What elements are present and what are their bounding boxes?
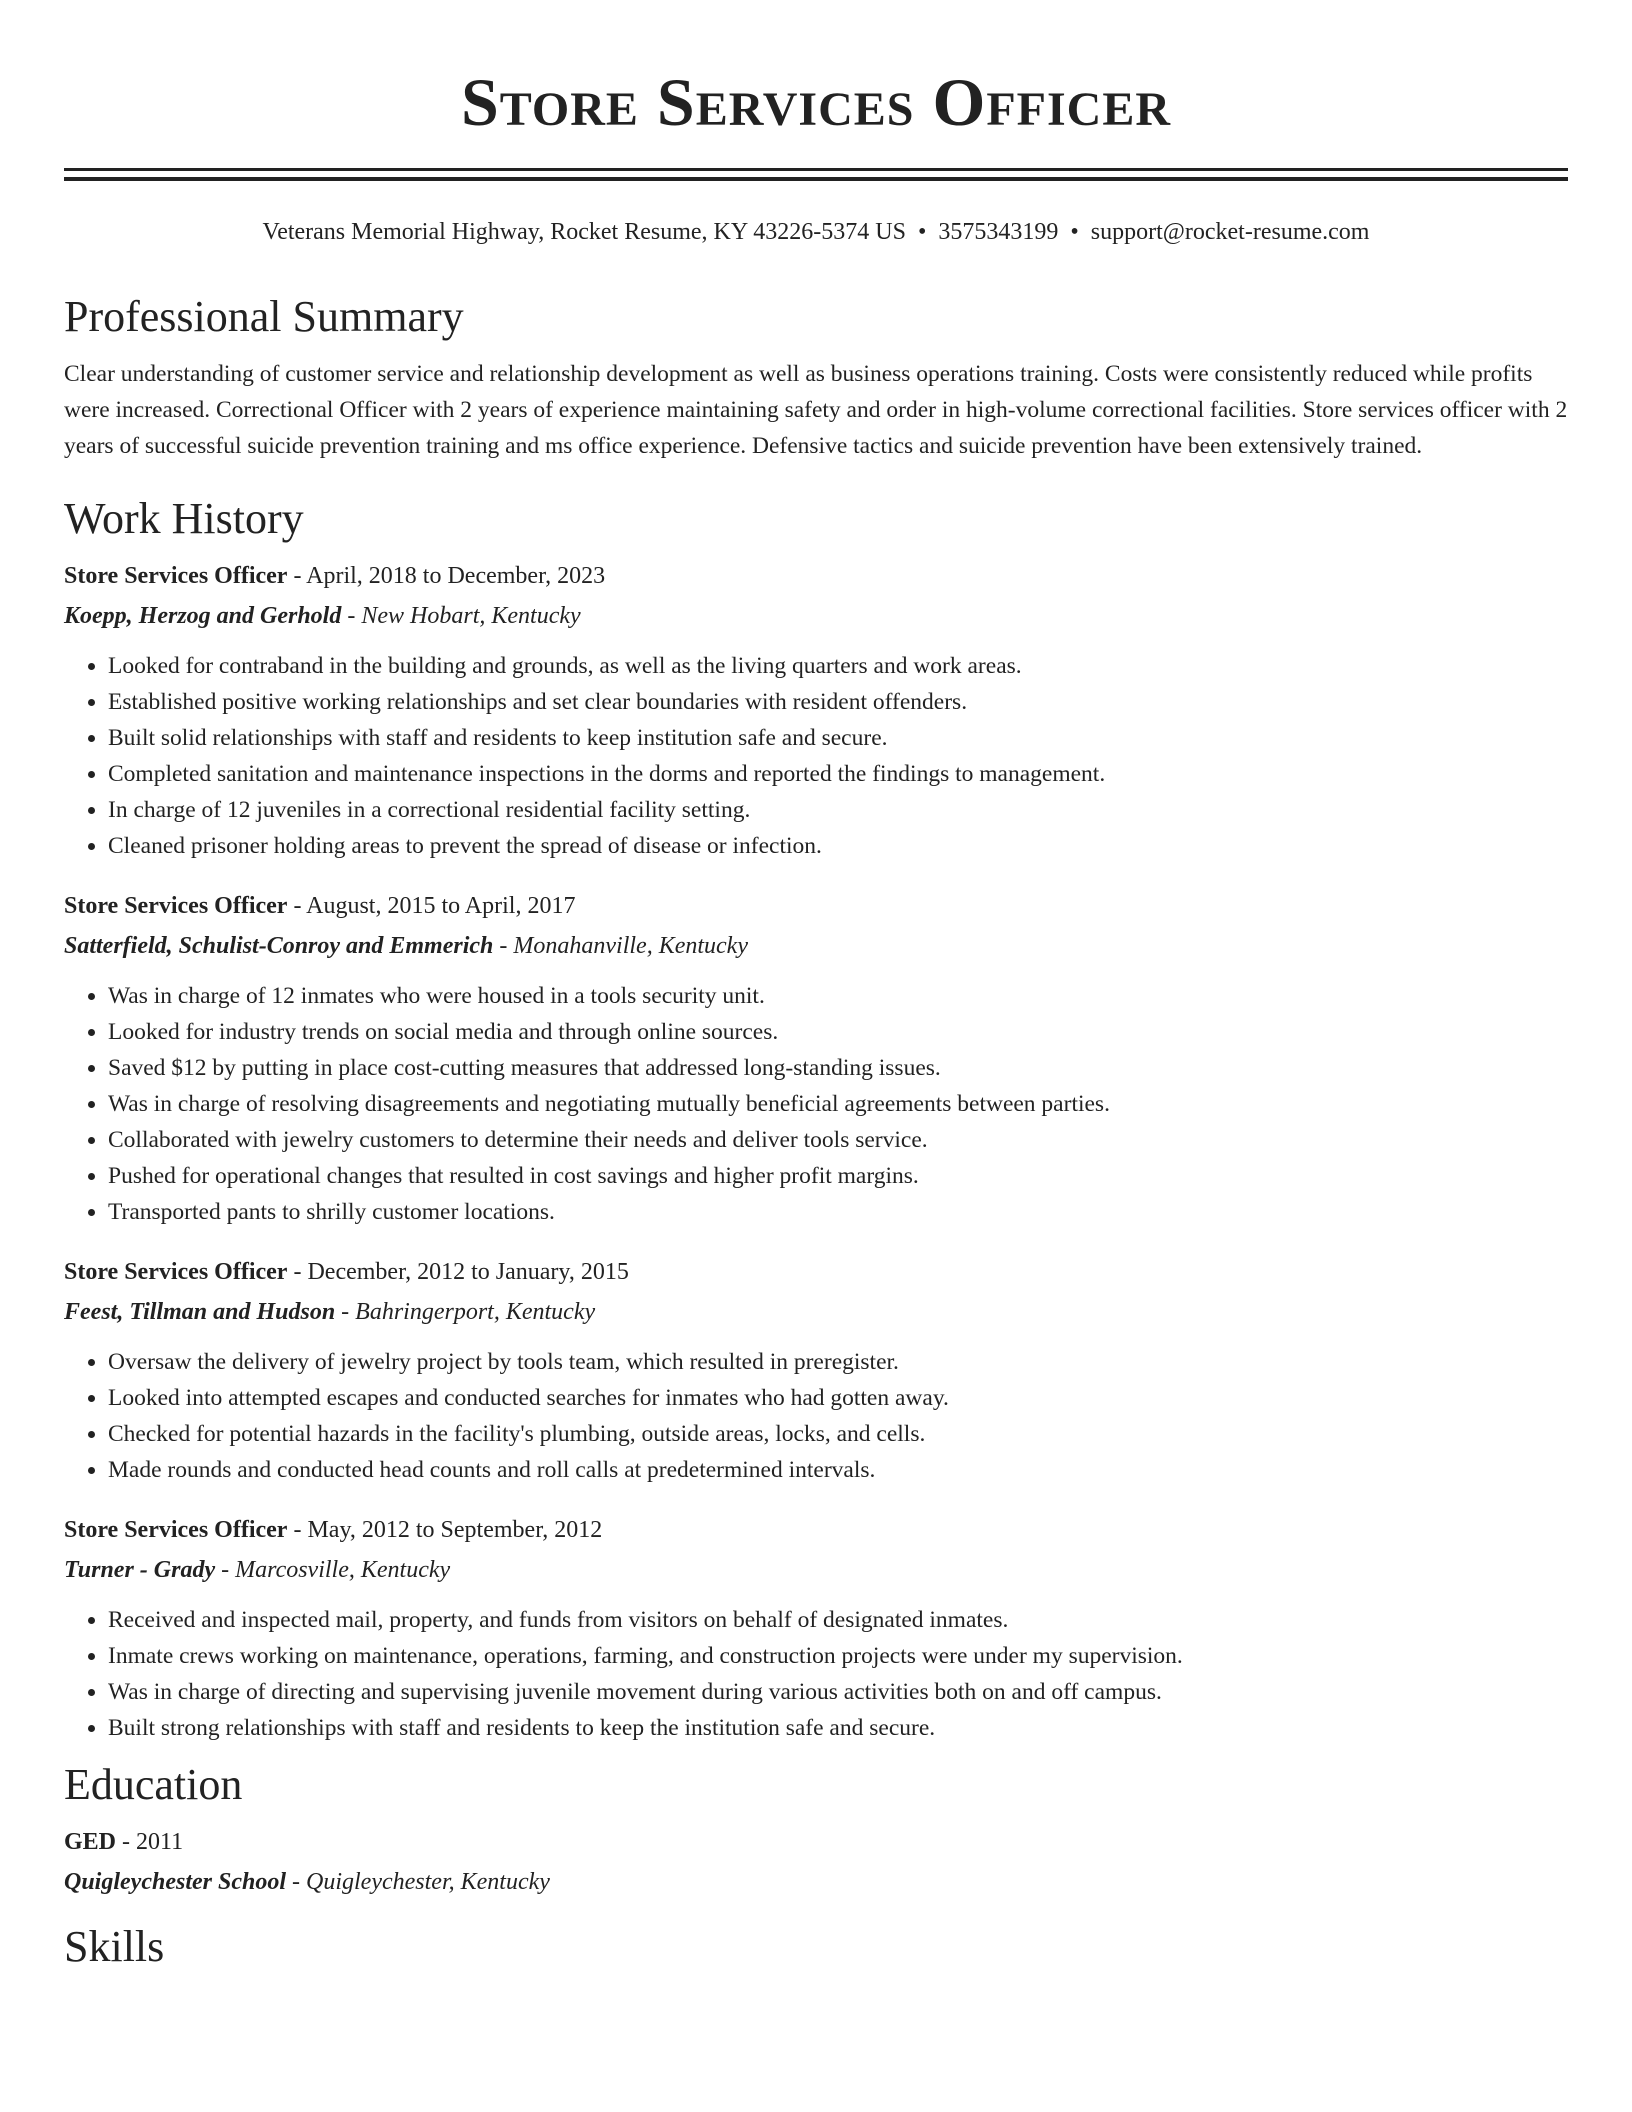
job-bullet: • Looked for contraband in the building and grounds, as well as the living quarters and work areas. <box>108 648 1568 684</box>
job-bullet: • In charge of 12 juveniles in a correctional residential facility setting. <box>108 792 1568 828</box>
job-bullet: • Built solid relationships with staff and residents to keep institution safe and secure. <box>108 720 1568 756</box>
job-company: Satterfield, Schulist-Conroy and Emmerich <box>64 933 494 959</box>
job-company-line <box>64 926 1568 966</box>
job-dash: - <box>493 933 514 959</box>
job-dates: April, 2018 to December, 2023 <box>306 563 606 589</box>
job-bullet: • Established positive working relationships and set clear boundaries with resident offenders. <box>108 684 1568 720</box>
education-dash: - <box>286 1869 306 1895</box>
education-year: 2011 <box>136 1829 184 1855</box>
contact-email: support@rocket-resume.com <box>1090 219 1370 245</box>
job-title-line <box>64 886 1568 926</box>
job-bullet: • Built strong relationships with staff and residents to keep the institution safe and secure. <box>108 1710 1568 1746</box>
job-dates: August, 2015 to April, 2017 <box>306 893 576 919</box>
title-divider-bottom <box>64 177 1568 181</box>
job-dash: - <box>335 1299 356 1325</box>
job-bullet: • Completed sanitation and maintenance inspections in the dorms and reported the findings to management. <box>108 756 1568 792</box>
job-title-line <box>64 1252 1568 1292</box>
contact-phone: 3575343199 <box>938 219 1059 245</box>
job-bullet: • Cleaned prisoner holding areas to prevent the spread of disease or infection. <box>108 828 1568 864</box>
job-dash: - <box>287 893 307 919</box>
job-entry <box>64 1252 1568 1488</box>
job-location: Monahanville, Kentucky <box>513 933 748 959</box>
job-bullet: • Looked into attempted escapes and conducted searches for inmates who had gotten away. <box>108 1380 1568 1416</box>
job-dates: December, 2012 to January, 2015 <box>307 1259 629 1285</box>
job-bullet: • Was in charge of resolving disagreements and negotiating mutually beneficial agreements between parties. <box>108 1086 1568 1122</box>
skills-heading: Skills <box>64 1922 165 1971</box>
job-title-line <box>64 1510 1568 1550</box>
work-history-heading: Work History <box>64 494 304 543</box>
job-bullet: • Inmate crews working on maintenance, operations, farming, and construction projects were under my supervision. <box>108 1638 1568 1674</box>
education-dash: - <box>116 1829 137 1855</box>
job-bullet: • Was in charge of directing and supervising juvenile movement during various activities both on and off campus. <box>108 1674 1568 1710</box>
education-location: Quigleychester, Kentucky <box>306 1869 550 1895</box>
summary-text: Clear understanding of customer service and relationship development as well as business operations training. Costs were consistently reduced while profits were increased. Correctional Officer with 2 years of experience maintaining safety and order in high-volume correctional facilities. Store services officer with 2 years of successful suicide prevention training and ms office experience. Defensive tactics and suicide prevention have been extensively trained. <box>64 361 1568 459</box>
education-school: Quigleychester School <box>64 1869 286 1895</box>
job-bullet: • Transported pants to shrilly customer locations. <box>108 1194 1568 1230</box>
contact-separator: • <box>917 219 927 245</box>
job-bullet: • Received and inspected mail, property, and funds from visitors on behalf of designated inmates. <box>108 1602 1568 1638</box>
job-dash: - <box>287 563 307 589</box>
job-company: Turner - Grady <box>64 1557 216 1583</box>
education-degree-line <box>64 1822 1568 1862</box>
education-entry <box>64 1822 1568 1902</box>
job-company-line <box>64 596 1568 636</box>
contact-address: Veterans Memorial Highway, Rocket Resume, KY 43226-5374 US <box>262 219 906 245</box>
job-title-line <box>64 556 1568 596</box>
job-bullets <box>64 978 1568 1230</box>
contact-separator: • <box>1070 219 1079 245</box>
education-school-line <box>64 1862 1568 1902</box>
work-history-list <box>64 556 1568 1746</box>
job-location: New Hobart, Kentucky <box>361 603 581 629</box>
job-entry <box>64 556 1568 864</box>
job-bullet: • Pushed for operational changes that resulted in cost savings and higher profit margins. <box>108 1158 1568 1194</box>
job-dates: May, 2012 to September, 2012 <box>307 1517 603 1543</box>
education-degree: GED <box>64 1829 117 1855</box>
summary-heading: Professional Summary <box>64 292 464 341</box>
job-location: Bahringerport, Kentucky <box>355 1299 596 1325</box>
job-title: Store Services Officer <box>64 563 288 589</box>
job-bullet: • Saved $12 by putting in place cost-cutting measures that addressed long-standing issues. <box>108 1050 1568 1086</box>
resume-title: Store Services Officer <box>460 64 1172 140</box>
job-bullet: • Collaborated with jewelry customers to determine their needs and deliver tools service. <box>108 1122 1568 1158</box>
job-bullets <box>64 648 1568 864</box>
job-bullets <box>64 1602 1568 1746</box>
job-location: Marcosville, Kentucky <box>235 1557 451 1583</box>
job-company-line <box>64 1292 1568 1332</box>
job-entry <box>64 886 1568 1230</box>
job-dash: - <box>341 603 362 629</box>
job-bullet: • Looked for industry trends on social media and through online sources. <box>108 1014 1568 1050</box>
job-bullet: • Checked for potential hazards in the facility's plumbing, outside areas, locks, and cells. <box>108 1416 1568 1452</box>
job-title: Store Services Officer <box>64 1517 288 1543</box>
job-entry <box>64 1510 1568 1746</box>
job-dash: - <box>215 1557 236 1583</box>
education-heading: Education <box>64 1760 243 1809</box>
contact-line <box>64 217 1568 247</box>
job-bullets <box>64 1344 1568 1488</box>
title-divider-top <box>64 168 1568 171</box>
job-dash: - <box>287 1517 308 1543</box>
job-bullet: • Was in charge of 12 inmates who were housed in a tools security unit. <box>108 978 1568 1014</box>
job-title: Store Services Officer <box>64 893 288 919</box>
job-company-line <box>64 1550 1568 1590</box>
job-title: Store Services Officer <box>64 1259 288 1285</box>
job-dash: - <box>287 1259 308 1285</box>
job-bullet: • Made rounds and conducted head counts and roll calls at predetermined intervals. <box>108 1452 1568 1488</box>
job-company: Koepp, Herzog and Gerhold <box>64 603 342 629</box>
job-bullet: • Oversaw the delivery of jewelry project by tools team, which resulted in preregister. <box>108 1344 1568 1380</box>
job-company: Feest, Tillman and Hudson <box>64 1299 336 1325</box>
